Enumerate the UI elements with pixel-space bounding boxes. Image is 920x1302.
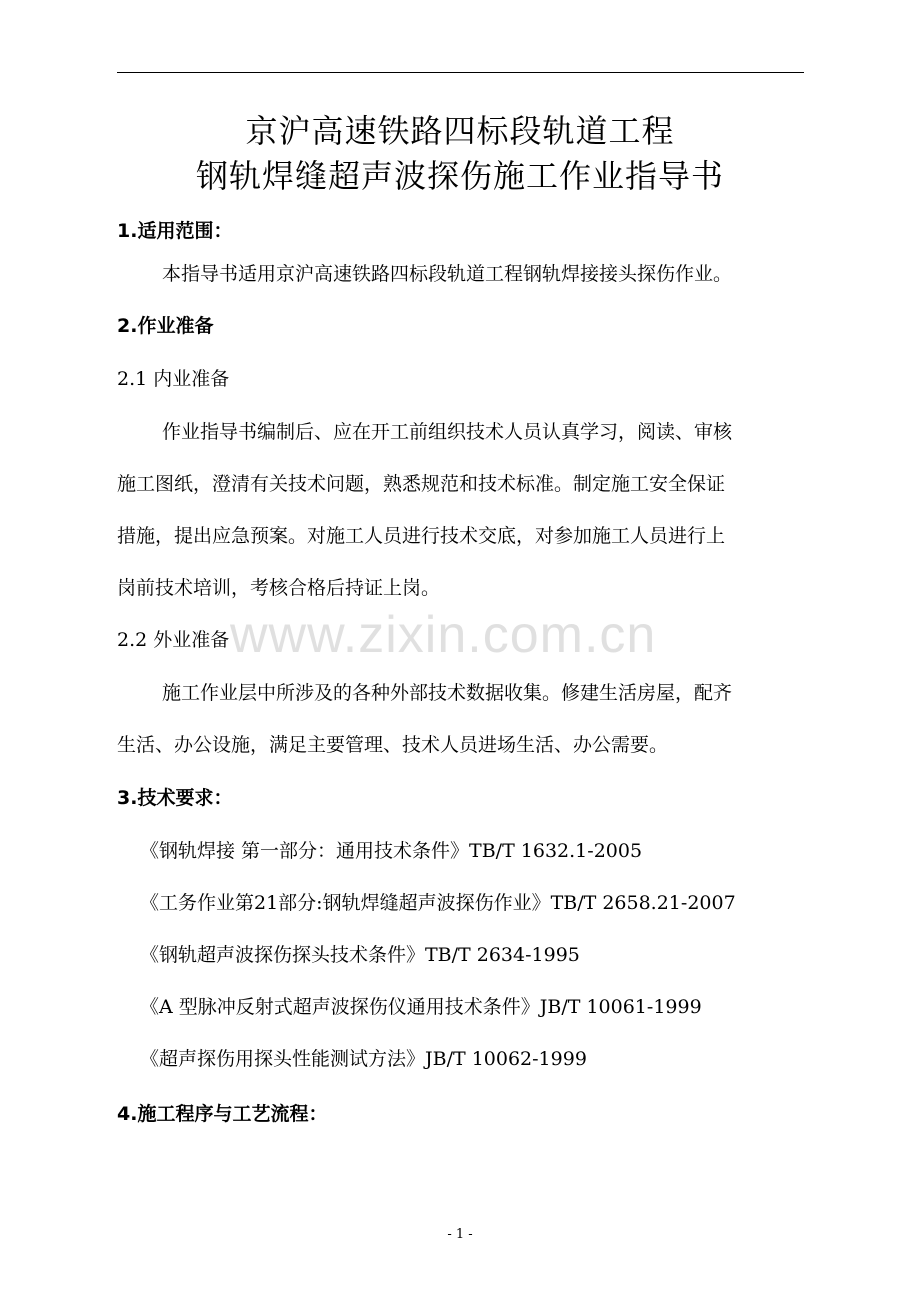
paragraph-line: 生活、办公设施，满足主要管理、技术人员进场生活、办公需要。 bbox=[117, 734, 669, 756]
paragraph-line: 岗前技术培训，考核合格后持证上岗。 bbox=[117, 577, 441, 599]
subsection-2-2-heading: 2.2 外业准备 bbox=[117, 629, 230, 651]
section-1-body: 本指导书适用京沪高速铁路四标段轨道工程钢轨焊接接头探伤作业。 bbox=[162, 263, 733, 285]
section-1-heading: 1.适用范围： bbox=[117, 220, 233, 242]
standard-reference: 《工务作业第21部分:钢轨焊缝超声波探伤作业》TB/T 2658.21-2007 bbox=[140, 892, 736, 914]
section-2-heading: 2.作业准备 bbox=[117, 315, 214, 337]
standard-reference: 《A 型脉冲反射式超声波探伤仪通用技术条件》JB/T 10061-1999 bbox=[140, 996, 702, 1018]
watermark: www.zixin.com.cn bbox=[230, 606, 657, 664]
title-line-1: 京沪高速铁路四标段轨道工程 bbox=[245, 112, 675, 150]
header-rule bbox=[117, 72, 804, 73]
paragraph-line: 作业指导书编制后、应在开工前组织技术人员认真学习，阅读、审核 bbox=[162, 421, 733, 443]
section-3-heading: 3.技术要求： bbox=[117, 787, 233, 809]
paragraph-line: 措施，提出应急预案。对施工人员进行技术交底，对参加施工人员进行上 bbox=[117, 525, 726, 547]
standard-reference: 《钢轨超声波探伤探头技术条件》TB/T 2634-1995 bbox=[140, 944, 580, 966]
standard-reference: 《超声探伤用探头性能测试方法》JB/T 10062-1999 bbox=[140, 1048, 587, 1070]
section-4-heading: 4.施工程序与工艺流程： bbox=[117, 1103, 328, 1125]
standard-reference: 《钢轨焊接 第一部分：通用技术条件》TB/T 1632.1-2005 bbox=[140, 840, 643, 862]
page-number: - 1 - bbox=[447, 1227, 473, 1242]
title-line-2: 钢轨焊缝超声波探伤施工作业指导书 bbox=[195, 157, 724, 195]
paragraph-line: 施工作业层中所涉及的各种外部技术数据收集。修建生活房屋，配齐 bbox=[162, 682, 733, 704]
subsection-2-1-heading: 2.1 内业准备 bbox=[117, 368, 230, 390]
paragraph-line: 施工图纸，澄清有关技术问题，熟悉规范和技术标准。制定施工安全保证 bbox=[117, 473, 726, 495]
